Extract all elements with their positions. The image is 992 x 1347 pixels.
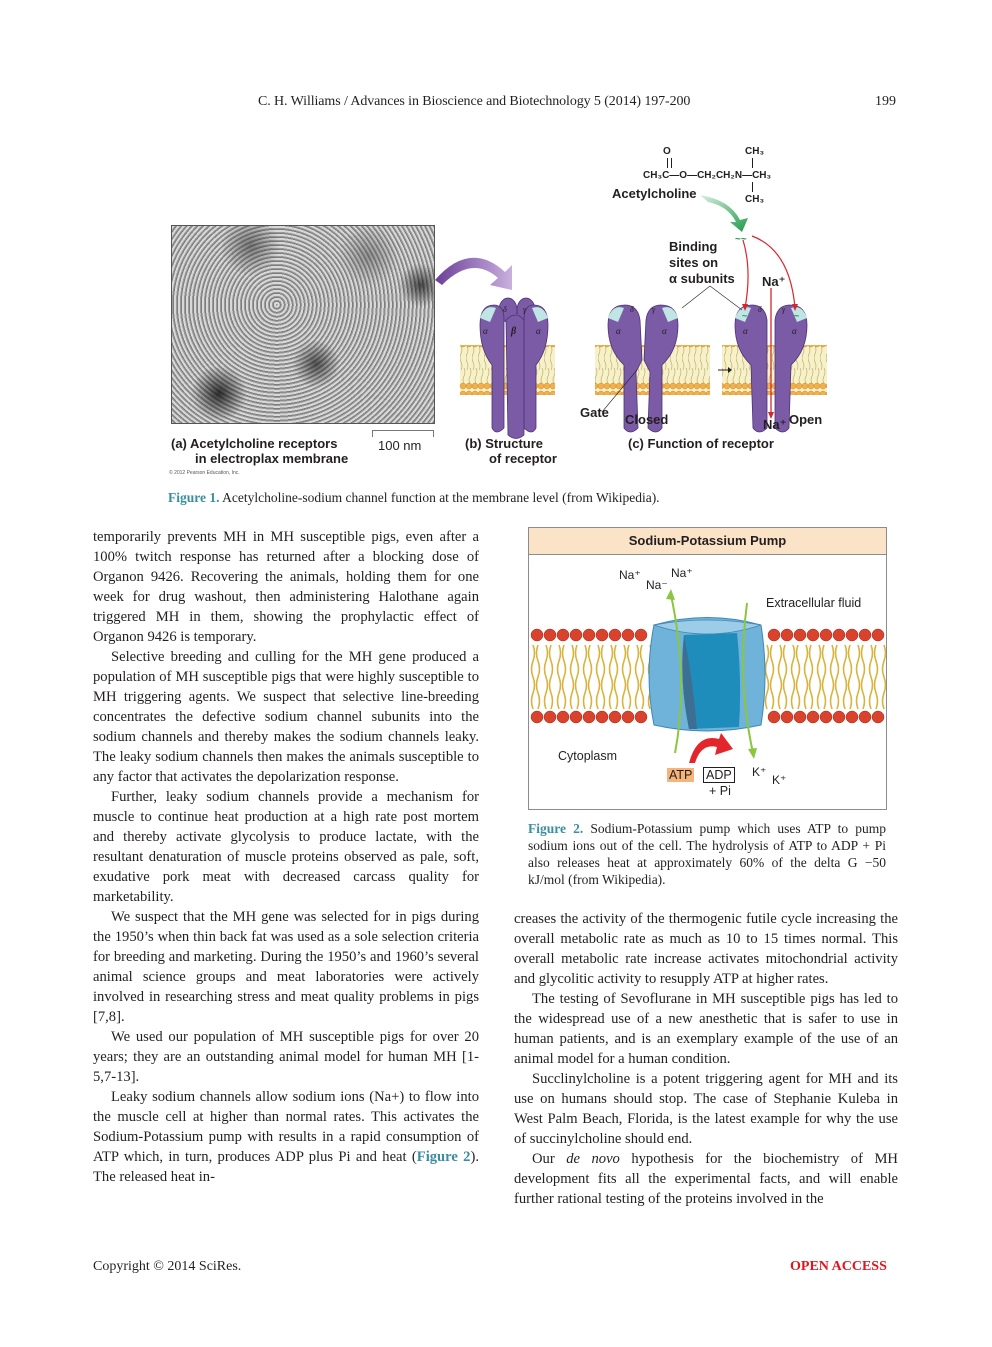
open-access-badge: OPEN ACCESS	[790, 1259, 887, 1274]
binding-sites-line: sites on	[669, 255, 719, 270]
paragraph: Further, leaky sodium channels provide a mechanism for muscle to continue heat production at a high rate post mortem and thereby activate glycolysis to produce lactate, with the resultant denaturation of muscle proteins observed as pale, soft, exudative pork meat with decreased carcass quality for marketability.	[93, 789, 479, 905]
panel-a-label	[171, 436, 348, 466]
figure-1-label: Figure 1.	[168, 490, 220, 505]
cytoplasm-label: Cytoplasm	[558, 749, 618, 763]
scale-label: 100 nm	[378, 438, 422, 453]
svg-text:α: α	[792, 326, 797, 336]
svg-text:α: α	[536, 326, 541, 336]
svg-text:γ: γ	[652, 305, 656, 314]
page-number: 199	[875, 94, 896, 109]
image-credit: © 2012 Pearson Education, Inc.	[169, 470, 240, 476]
pi-label: + Pi	[709, 784, 731, 798]
right-column	[514, 909, 898, 1209]
svg-text:γ: γ	[782, 305, 786, 314]
panel-c-tag: (c)	[628, 436, 644, 451]
binding-sites-line: Binding	[669, 239, 718, 254]
atp-label: ATP	[669, 768, 693, 782]
figure-2-caption	[528, 820, 886, 888]
svg-text:α: α	[662, 326, 667, 336]
gate-label: Gate	[580, 405, 609, 420]
paragraph: The testing of Sevoflurane in MH susceptible pigs has led to the widespread use of a new anesthetic that is safer to use in human patients, and is an exemplary example of the use of an animal model for a human condition.	[514, 991, 898, 1067]
figure-2-link[interactable]: Figure 2	[416, 1149, 471, 1165]
panel-c-label	[628, 436, 774, 451]
svg-text:~: ~	[742, 311, 748, 321]
closed-label: Closed	[625, 412, 669, 427]
paragraph-text: Leaky sodium channels allow sodium ions (Na+) to flow into the muscle cell at higher than normal rates. This activates the Sodium-Potassium pump with results in a rapid consumption of ATP which, in turn, produces ADP plus Pi and heat (	[93, 1089, 479, 1165]
k-ion-label: K⁺	[772, 773, 787, 787]
panel-a-tag: (a)	[171, 436, 187, 451]
na-ion-label: Na⁻	[646, 578, 668, 592]
left-column	[93, 527, 479, 1187]
svg-text:δ: δ	[758, 305, 762, 314]
panel-b-line2: of receptor	[489, 451, 557, 466]
svg-text:α: α	[616, 326, 621, 336]
na-ion-label: Na⁺	[619, 568, 641, 582]
formula-ch3-top: CH₃	[745, 146, 765, 157]
adp-label: ADP	[703, 767, 735, 783]
na-bottom-label: Na⁺	[763, 417, 787, 432]
paragraph	[514, 1149, 898, 1209]
figure-1-caption	[168, 489, 660, 506]
figure-2-label: Figure 2.	[528, 821, 584, 836]
panel-a-line1: Acetylcholine receptors	[190, 436, 338, 451]
italic-term: de novo	[566, 1151, 620, 1167]
bond-line	[752, 158, 753, 168]
svg-text:β: β	[511, 326, 517, 337]
footer-copyright: Copyright © 2014 SciRes.	[93, 1259, 242, 1274]
svg-text:α: α	[743, 326, 748, 336]
binding-sites-line: α subunits	[669, 271, 735, 286]
binding-sites-label	[669, 239, 735, 287]
svg-text:δ: δ	[503, 305, 507, 314]
formula-ch3-bottom: CH₃	[745, 194, 765, 205]
svg-text:α: α	[483, 326, 488, 336]
paragraph: creases the activity of the thermogenic futile cycle increasing the overall metabolic rate as much as 10 to 15 times normal. This overall metabolic rate increase activates mitochondrial activity and glycolitic activity to resupply ATP at higher rates.	[514, 911, 898, 987]
panel-b-line1: Structure	[485, 436, 544, 451]
panel-b-tag: (b)	[465, 436, 482, 451]
electron-micrograph	[171, 225, 435, 424]
scale-bar	[372, 430, 434, 437]
double-bond	[667, 158, 672, 168]
running-head: C. H. Williams / Advances in Bioscience and Biotechnology 5 (2014) 197-200	[258, 94, 691, 109]
panel-a-line2: in electroplax membrane	[195, 451, 349, 466]
acetylcholine-label: Acetylcholine	[612, 186, 697, 201]
figure-1-caption-text: Acetylcholine-sodium channel function at the membrane level (from Wikipedia).	[219, 490, 660, 505]
figure-2-title: Sodium-Potassium Pump	[529, 528, 886, 555]
paragraph-text: Our	[532, 1151, 567, 1167]
paragraph: Succlinylcholine is a potent triggering agent for MH and its use on humans should stop. The case of Stephanie Kuleba in West Palm Beach, Florida, is the latest example for why the use of succinylcholine should end.	[514, 1071, 898, 1147]
formula-main: CH₃C—O—CH₂CH₂N—CH₃	[643, 170, 772, 181]
paragraph-text: ). The released heat in-	[93, 1149, 479, 1185]
formula-carbonyl-o: O	[663, 146, 671, 157]
figure-2	[528, 527, 887, 810]
paragraph: Selective breeding and culling for the MH gene produced a population of MH susceptible pigs that were highly susceptible to MH triggering agents. We suspect that selective line-breeding concentrates the defective sodium channel subunits into the sodium channels and thereby makes the sodium channels leaky. The leaky sodium channels then makes the animals susceptible to any factor that activates the depolarization response.	[93, 649, 479, 785]
paragraph	[93, 1087, 479, 1187]
paragraph: We used our population of MH susceptible pigs for over 20 years; they are an outstanding animal model for human MH [1-5,7-13].	[93, 1029, 479, 1085]
svg-text:~~: ~~	[735, 234, 747, 245]
figure-2-caption-text: Sodium-Potassium pump which uses ATP to pump sodium ions out of the cell. The hydrolysis of ATP to ADP + Pi also releases heat at approximately 60% of the delta G −50 kJ/mol (from Wikipedia).	[528, 821, 886, 887]
paragraph: temporarily prevents MH in MH susceptible pigs, even after a 100% twitch response has returned after a blocking dose of Organon 9426. Recovering the animals, holding them for one week for drug washout, then administering Halothane again triggered MH in them, showing the prophylactic effect of Organon 9426 is temporary.	[93, 529, 479, 645]
svg-text:~: ~	[794, 311, 800, 321]
extracellular-fluid-label: Extracellular fluid	[766, 596, 862, 610]
open-label: Open	[789, 412, 823, 427]
na-ion-label: Na⁺	[671, 566, 693, 580]
panel-b-label	[465, 436, 557, 466]
svg-text:δ: δ	[630, 305, 634, 314]
paragraph: We suspect that the MH gene was selected for in pigs during the 1950’s when thin back fat was used as a sole selection criteria for breeding and marketing. During the 1950’s and 1960’s several animal science groups and meat laboratories were actively involved in researching stress and meat quality problems in pigs [7,8].	[93, 909, 479, 1025]
panel-c-line1: Function of receptor	[647, 436, 774, 451]
k-ion-label: K⁺	[752, 765, 767, 779]
na-top-label: Na⁺	[762, 274, 786, 289]
svg-text:γ: γ	[523, 305, 527, 314]
paragraph-text: hypothesis for the biochemistry of MH development fits all the experimental facts, and will enable further rational testing of the proteins involved in the	[514, 1151, 898, 1207]
receptor-diagram	[430, 190, 830, 440]
